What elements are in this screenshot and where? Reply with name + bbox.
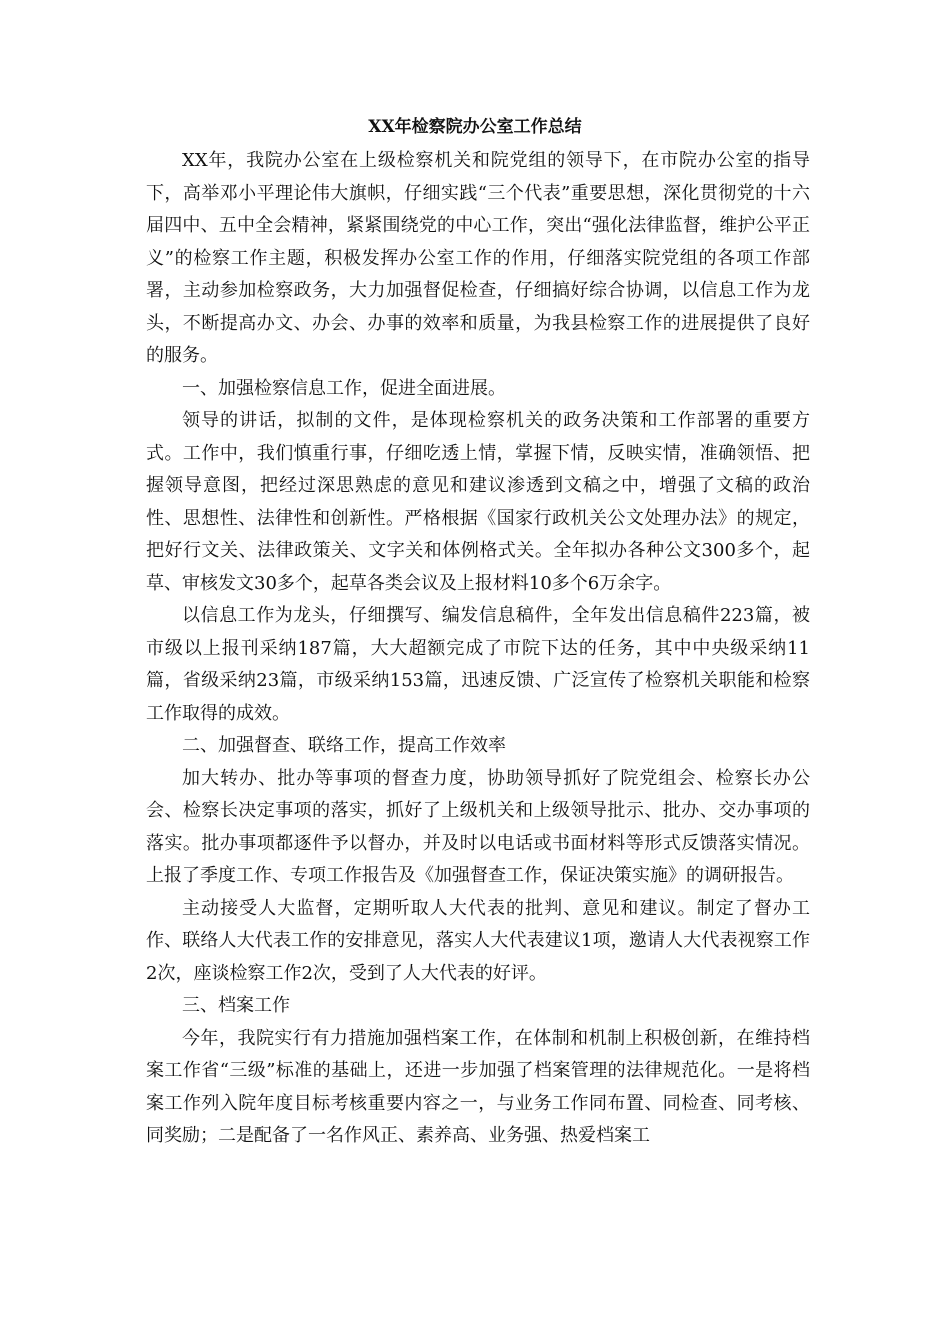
- paragraph-intro: XX年，我院办公室在上级检察机关和院党组的领导下，在市院办公室的指导下，高举邓小平理论伟大旗帜，仔细实践“三个代表”重要思想，深化贯彻党的十六届四中、五中全会精神，紧紧围绕党的中心工作，突出“强化法律监督，维护公平正义”的检察工作主题，积极发挥办公室工作的作用，仔细落实院党组的各项工作部署，主动参加检察政务，大力加强督促检查，仔细搞好综合协调，以信息工作为龙头，不断提高办文、办会、办事的效率和质量，为我县检察工作的进展提供了良好的服务。: [146, 150, 810, 366]
- section-heading-3: 三、档案工作: [182, 995, 290, 1016]
- document-title: XX年检察院办公室工作总结: [368, 117, 582, 137]
- paragraph-information: 以信息工作为龙头，仔细撰写、编发信息稿件，全年发出信息稿件223篇，被市级以上报刊采纳187篇，大大超额完成了市院下达的任务，其中中央级采纳11篇，省级采纳23篇，市级采纳153篇，迅速反馈、广泛宣传了检察机关职能和检察工作取得的成效。: [146, 605, 810, 724]
- document-body: [146, 145, 810, 1153]
- section-heading-1: 一、加强检察信息工作，促进全面进展。: [182, 377, 506, 399]
- paragraph-archives: 今年，我院实行有力措施加强档案工作，在体制和机制上积极创新，在维持档案工作省“三级”标准的基础上，还进一步加强了档案管理的法律规范化。一是将档案工作列入院年度目标考核重要内容之一，与业务工作同布置、同检查、同考核、同奖励；二是配备了一名作风正、素养高、业务强、热爱档案工: [146, 1027, 810, 1146]
- paragraph-supervision: 加大转办、批办等事项的督查力度，协助领导抓好了院党组会、检察长办公会、检察长决定事项的落实，抓好了上级机关和上级领导批示、批办、交办事项的落实。批办事项都逐件予以督办，并及时以电话或书面材料等形式反馈落实情况。上报了季度工作、专项工作报告及《加强督查工作，保证决策实施》的调研报告。: [146, 767, 810, 886]
- paragraph-npc-liaison: 主动接受人大监督，定期听取人大代表的批判、意见和建议。制定了督办工作、联络人大代表工作的安排意见，落实人大代表建议1项，邀请人大代表视察工作2次，座谈检察工作2次，受到了人大代表的好评。: [146, 897, 810, 984]
- section-heading-2: 二、加强督查、联络工作，提高工作效率: [182, 735, 506, 756]
- paragraph-drafting: 领导的讲话，拟制的文件，是体现检察机关的政务决策和工作部署的重要方式。工作中，我们慎重行事，仔细吃透上情，掌握下情，反映实情，准确领悟、把握领导意图，把经过深思熟虑的意见和建议渗透到文稿之中，增强了文稿的政治性、思想性、法律性和创新性。严格根据《国家行政机关公文处理办法》的规定，把好行文关、法律政策关、文字关和体例格式关。全年拟办各种公文300多个，起草、审核发文30多个，起草各类会议及上报材料10多个6万余字。: [146, 410, 810, 594]
